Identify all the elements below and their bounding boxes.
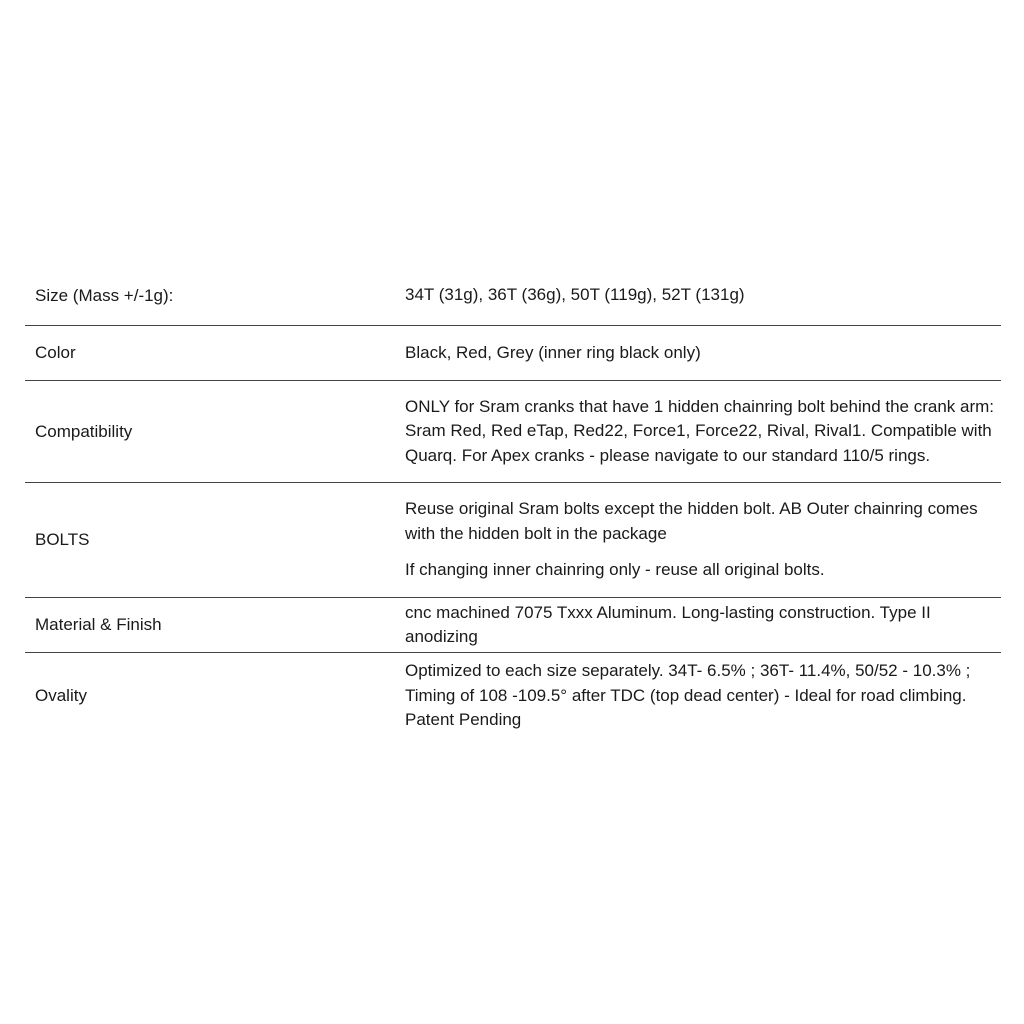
spec-row-compatibility — [25, 381, 1001, 483]
spec-value-color — [405, 341, 1001, 366]
spec-value-text: If changing inner chainring only - reuse all original bolts. — [405, 560, 825, 580]
spec-value-text: Reuse original Sram bolts except the hidden bolt. AB Outer chainring comes with the hidden bolt in the package — [405, 499, 978, 543]
spec-value-text: 34T (31g), 36T (36g), 50T (119g), 52T (131g) — [405, 285, 745, 305]
spec-label-ovality: Ovality — [35, 686, 87, 705]
spec-row-material-finish — [25, 598, 1001, 653]
spec-value-compatibility — [405, 395, 1001, 469]
spec-value-text: cnc machined 7075 Txxx Aluminum. Long-lasting construction. Type II anodizing — [405, 602, 931, 646]
spec-value-text: Optimized to each size separately. 34T- 6.5% ; 36T- 11.4%, 50/52 - 10.3% ; Timing of 108 -109.5° after TDC (top dead center) - Ideal for road climbing. Patent Pending — [405, 661, 971, 730]
spec-label-compatibility: Compatibility — [35, 421, 133, 441]
spec-value-material-finish — [405, 601, 1001, 650]
spec-value-ovality — [405, 659, 1001, 733]
spec-row-color — [25, 326, 1001, 381]
spec-label-color: Color — [35, 343, 76, 362]
spec-value-bolts — [405, 497, 1001, 583]
spec-table — [25, 266, 1001, 739]
spec-label-size: Size (Mass +/-1g): — [35, 285, 174, 305]
spec-label-material-finish: Material & Finish — [35, 615, 162, 634]
spec-value-size — [405, 283, 1001, 308]
spec-value-text: Black, Red, Grey (inner ring black only) — [405, 342, 701, 362]
spec-row-ovality — [25, 653, 1001, 739]
spec-label-bolts: BOLTS — [35, 530, 90, 549]
spec-row-bolts — [25, 483, 1001, 598]
spec-value-text: ONLY for Sram cranks that have 1 hidden chainring bolt behind the crank arm: Sram Red, Red eTap, Red22, Force1, Force22, Rival, Rival1. Compatible with Quarq. For Apex cranks - please navigate to our standard 110/5 rings. — [405, 396, 995, 465]
spec-row-size — [25, 266, 1001, 326]
